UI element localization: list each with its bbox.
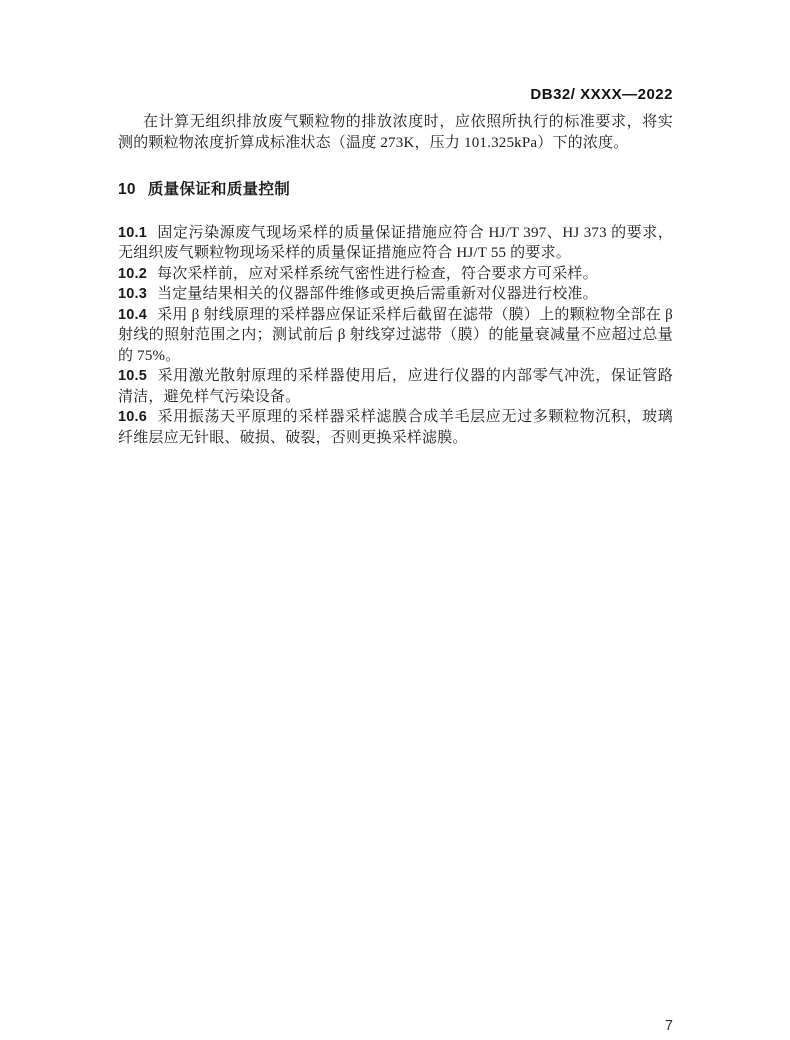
clause-paragraph xyxy=(118,407,673,448)
clause-text: 固定污染源废气现场采样的质量保证措施应符合 HJ/T 397、HJ 373 的要求，无组织废气颗粒物现场采样的质量保证措施应符合 HJ/T 55 的要求。 xyxy=(118,224,673,261)
clause-text: 采用 β 射线原理的采样器应保证采样后截留在滤带（膜）上的颗粒物全部在 β 射线的照射范围之内；测试前后 β 射线穿过滤带（膜）的能量衰减量不应超过总量的 75%。 xyxy=(118,306,673,364)
standard-number: DB32/ XXXX—2022 xyxy=(530,86,673,103)
clause-text: 每次采样前，应对采样系统气密性进行检查，符合要求方可采样。 xyxy=(157,265,598,282)
section-number: 10 xyxy=(118,181,136,198)
clause-text: 采用激光散射原理的采样器使用后，应进行仪器的内部零气冲洗，保证管路清洁，避免样气污染设备。 xyxy=(118,368,673,405)
clause-paragraph xyxy=(118,264,673,285)
clause-number: 10.3 xyxy=(118,286,148,302)
page-content xyxy=(118,112,673,448)
clause-paragraph xyxy=(118,284,673,305)
clause-number: 10.6 xyxy=(118,409,148,425)
clause-number: 10.4 xyxy=(118,306,148,323)
section-title: 质量保证和质量控制 xyxy=(147,181,291,198)
clause-number: 10.1 xyxy=(118,224,148,241)
clause-text: 采用振荡天平原理的采样器采样滤膜合成羊毛层应无过多颗粒物沉积，玻璃纤维层应无针眼、破损、破裂，否则更换采样滤膜。 xyxy=(118,409,673,446)
clause-paragraph xyxy=(118,223,673,264)
running-header xyxy=(118,86,673,103)
clause-paragraph xyxy=(118,305,673,367)
section-heading xyxy=(118,180,673,201)
clause-number: 10.2 xyxy=(118,265,148,282)
clause-paragraph xyxy=(118,366,673,407)
clause-number: 10.5 xyxy=(118,368,148,384)
intro-paragraph: 在计算无组织排放废气颗粒物的排放浓度时，应依照所执行的标准要求，将实测的颗粒物浓度折算成标准状态（温度 273K，压力 101.325kPa）下的浓度。 xyxy=(118,114,673,151)
page-footer xyxy=(118,1018,673,1034)
page-number: 7 xyxy=(664,1018,673,1034)
clause-text: 当定量结果相关的仪器部件维修或更换后需重新对仪器进行校准。 xyxy=(157,286,598,302)
